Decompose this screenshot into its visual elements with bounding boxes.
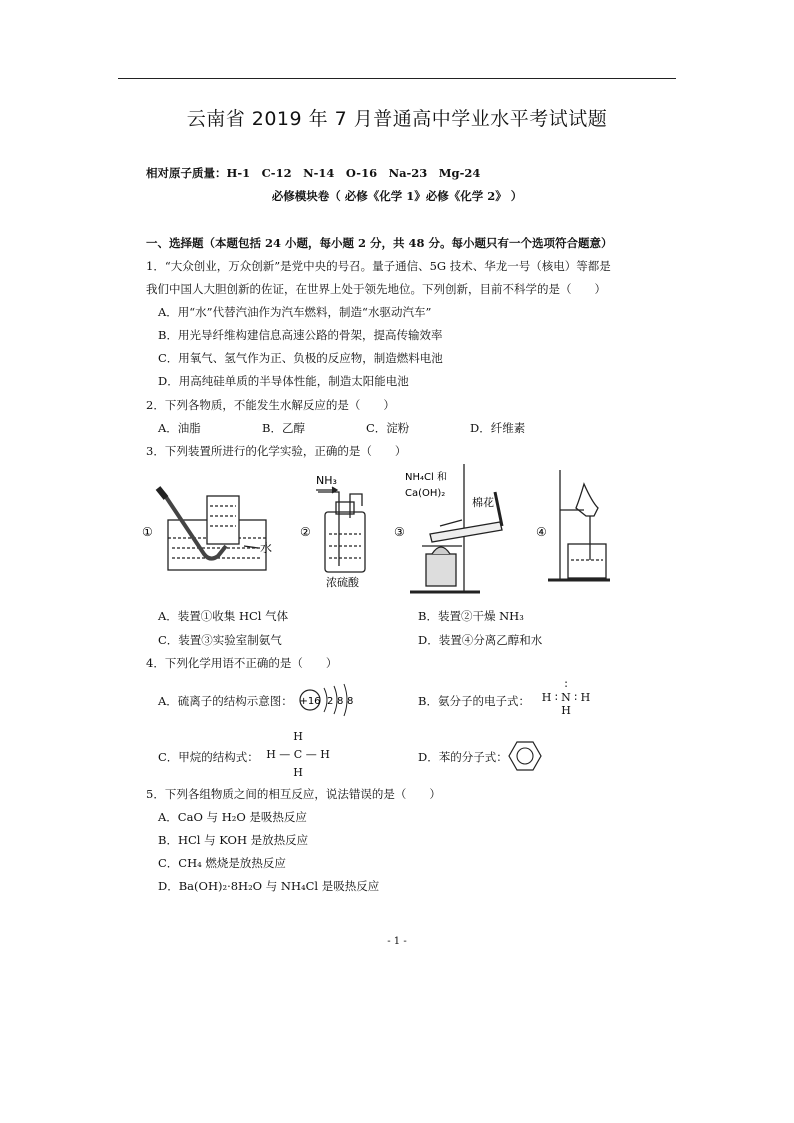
- q2-option-a: A．油脂: [158, 421, 201, 435]
- q1-option-d: D．用高纯硅单质的半导体性能，制造太阳能电池: [158, 374, 409, 388]
- fig1-water-label: 水: [260, 541, 273, 555]
- methane-top: H: [293, 730, 303, 743]
- q3-option-c: C．装置③实验室制氨气: [158, 633, 282, 647]
- q5-option-a: A．CaO 与 H₂O 是吸热反应: [158, 810, 307, 824]
- shell-3: 8: [347, 696, 354, 707]
- q5-stem: 5．下列各组物质之间的相互反应，说法错误的是（ ）: [146, 787, 441, 801]
- q5-option-c: C．CH₄ 燃烧是放热反应: [158, 856, 286, 870]
- q2-option-d: D．纤维素: [470, 421, 526, 435]
- fig2-acid-label: 浓硫酸: [326, 576, 359, 589]
- q4-option-b: B．氨分子的电子式：: [418, 694, 530, 708]
- fig4-label: ④: [536, 525, 547, 539]
- shell-2: 8: [337, 696, 344, 707]
- q3-option-d: D．装置④分离乙醇和水: [418, 633, 543, 647]
- fig2-nh3-label: NH₃: [316, 474, 337, 487]
- lewis-middle: H ∶ N ∶ H: [541, 691, 591, 704]
- apparatus-figure: [140, 462, 620, 602]
- page-title: 云南省 2019 年 7 月普通高中学业水平考试试题: [186, 108, 608, 130]
- q2-option-c: C．淀粉: [366, 421, 410, 435]
- benzene-ring: [508, 740, 542, 772]
- module-line: 必修模块卷（ 必修《化学 1》必修《化学 2》 ）: [271, 189, 523, 203]
- fig1-label: ①: [142, 525, 153, 539]
- fig2-label: ②: [300, 525, 311, 539]
- fig1-trough-apparatus: [158, 488, 266, 570]
- q3-option-b: B．装置②干燥 NH₃: [418, 609, 524, 623]
- methane-bottom: H: [293, 766, 303, 779]
- shell-1: 2: [327, 696, 334, 707]
- methane-structure: [266, 728, 330, 782]
- fig3-label: ③: [394, 525, 405, 539]
- nucleus-charge: +16: [299, 696, 321, 707]
- q1-option-a: A．用“水”代替汽油作为汽车燃料，制造“水驱动汽车”: [158, 305, 432, 319]
- methane-middle: H — C — H: [266, 748, 330, 761]
- q1-option-c: C．用氧气、氢气作为正、负极的反应物，制造燃料电池: [158, 351, 443, 365]
- lewis-bottom: H: [561, 704, 571, 717]
- fig2-washing-bottle: [316, 487, 365, 572]
- lewis-top: ∶: [564, 678, 568, 691]
- page-number: - 1 -: [387, 936, 407, 947]
- q1-stem-line1: 1．“大众创业，万众创新”是党中央的号召。量子通信、5G 技术、华龙一号（核电）等都是: [146, 259, 611, 273]
- fig3-heating-apparatus: [410, 464, 502, 592]
- atomic-mass-line: 相对原子质量：H-1 C-12 N-14 O-16 Na-23 Mg-24: [146, 166, 481, 180]
- fig3-reagent-label-2: Ca(OH)₂: [405, 488, 446, 499]
- q1-stem-line2: 我们中国人大胆创新的佐证，在世界上处于领先地位。下列创新，目前不科学的是（ ）: [146, 282, 606, 296]
- fig3-reagent-label-1: NH₄Cl 和: [405, 472, 447, 483]
- q1-option-b: B．用光导纤维构建信息高速公路的骨架，提高传输效率: [158, 328, 443, 342]
- ammonia-lewis-structure: [538, 678, 594, 717]
- q5-option-b: B．HCl 与 KOH 是放热反应: [158, 833, 309, 847]
- q3-stem: 3．下列装置所进行的化学实验，正确的是（ ）: [146, 444, 407, 458]
- q2-stem: 2．下列各物质，不能发生水解反应的是（ ）: [146, 398, 395, 412]
- top-rule: [118, 78, 676, 79]
- q2-option-b: B．乙醇: [262, 421, 305, 435]
- sulfur-ion-diagram: [298, 682, 370, 718]
- section-heading: 一、选择题（本题包括 24 小题，每小题 2 分，共 48 分。每小题只有一个选项符合题意）: [146, 236, 613, 250]
- fig3-cotton-label: 棉花: [472, 496, 494, 509]
- q3-option-a: A．装置①收集 HCl 气体: [158, 609, 289, 623]
- fig4-separatory-funnel: [548, 470, 610, 580]
- q4-option-c: C．甲烷的结构式：: [158, 750, 259, 764]
- q4-option-a: A．硫离子的结构示意图：: [158, 694, 293, 708]
- q4-stem: 4．下列化学用语不正确的是（ ）: [146, 656, 338, 670]
- q4-option-d: D．苯的分子式：: [418, 750, 508, 764]
- q5-option-d: D．Ba(OH)₂·8H₂O 与 NH₄Cl 是吸热反应: [158, 879, 380, 893]
